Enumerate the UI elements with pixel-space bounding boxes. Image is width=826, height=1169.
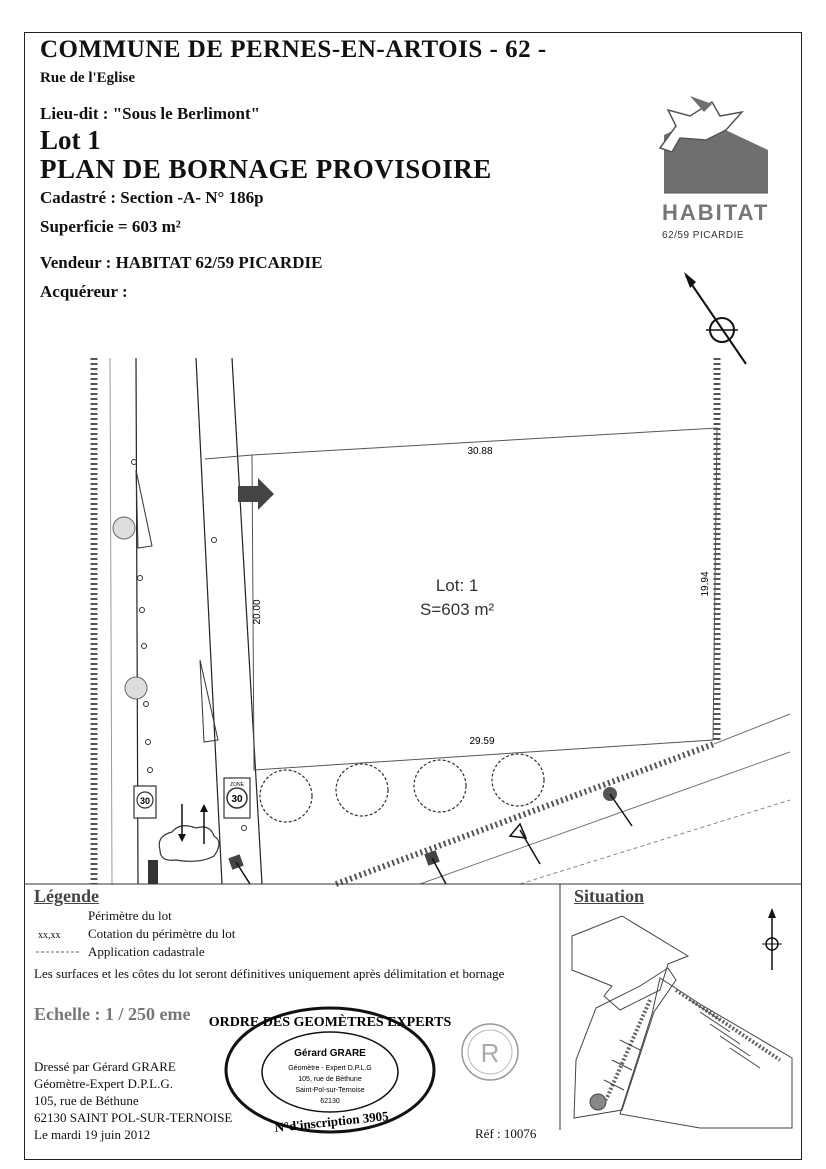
stamp-inscription: N°d'inscription 3905 [273,1108,390,1135]
roundabout-area [148,804,219,884]
lot-label-name: Lot: 1 [435,576,479,595]
stamp-title: Géomètre - Expert D.P.L.G [288,1065,372,1072]
dim-top: 30.88 [467,446,493,457]
stamp-name: Gérard GRARE [294,1048,366,1059]
acquereur: Acquéreur : [40,282,128,301]
stamp-postcode: 62130 [320,1098,340,1105]
lot-number: Lot 1 [40,125,101,155]
stamp-outer-text: ORDRE DES GEOMÈTRES EXPERTS [208,1015,452,1030]
surveyor-line-2: Géomètre-Expert D.P.L.G. [34,1076,173,1091]
scale-label: Echelle : 1 / 250 eme [34,1004,191,1024]
plan-title: PLAN DE BORNAGE PROVISOIRE [40,154,492,184]
legend-symbol-cotation: xx,xx [38,930,61,941]
lot-label [420,574,494,622]
surveyor-line-3: 105, rue de Béthune [34,1093,139,1108]
legend-item-cadastre: Application cadastrale [88,944,205,959]
path-bottom [336,714,790,884]
situation-title: Situation [574,886,645,906]
vendeur: Vendeur : HABITAT 62/59 PICARDIE [40,253,323,272]
commune-title: COMMUNE DE PERNES-EN-ARTOIS - 62 - [40,36,547,63]
stamp-address: 105, rue de Béthune [298,1076,362,1083]
sign-zone: ZONE [230,782,244,788]
surveyor-line-1: Dressé par Gérard GRARE [34,1059,176,1074]
sign-speed-right: 30 [231,794,243,805]
street-name: Rue de l'Eglise [40,70,136,86]
legend-item-cotation: Cotation du périmètre du lot [88,926,236,941]
stamp-city: Saint-Pol-sur-Ternoise [295,1087,365,1094]
habitat-logo-graphic [660,96,768,193]
sign-speed-left: 30 [139,796,151,806]
reference: Réf : 10076 [475,1126,537,1141]
trees-row [260,754,544,822]
logo-subtitle: 62/59 PICARDIE [662,230,745,241]
legend-item-perimeter: Périmètre du lot [88,908,172,923]
north-arrow-icon [684,272,746,364]
dim-left: 20.00 [252,599,263,625]
registered-mark-letter: R [480,1038,500,1068]
surveyor-date: Le mardi 19 juin 2012 [34,1127,151,1142]
dim-right: 19.94 [700,571,711,597]
cadastre-ref: Cadastré : Section -A- N° 186p [40,188,264,207]
lieu-dit: Lieu-dit : "Sous le Berlimont" [40,104,261,123]
legend-note: Les surfaces et les côtes du lot seront définitives uniquement après délimitation et bornage [34,966,505,981]
logo-name: HABITAT [662,200,770,225]
superficie: Superficie = 603 m² [40,217,181,236]
parking-bays [136,470,218,742]
legend-title: Légende [34,886,99,906]
situation-north-icon [762,908,782,970]
dim-bottom: 29.59 [469,736,495,747]
road-dots [132,460,247,831]
entrance-arrow-icon [238,478,274,510]
surveyor-line-4: 62130 SAINT POL-SUR-TERNOISE [34,1110,233,1125]
situation-map [572,916,792,1128]
lot-label-area: S=603 m² [420,600,495,619]
